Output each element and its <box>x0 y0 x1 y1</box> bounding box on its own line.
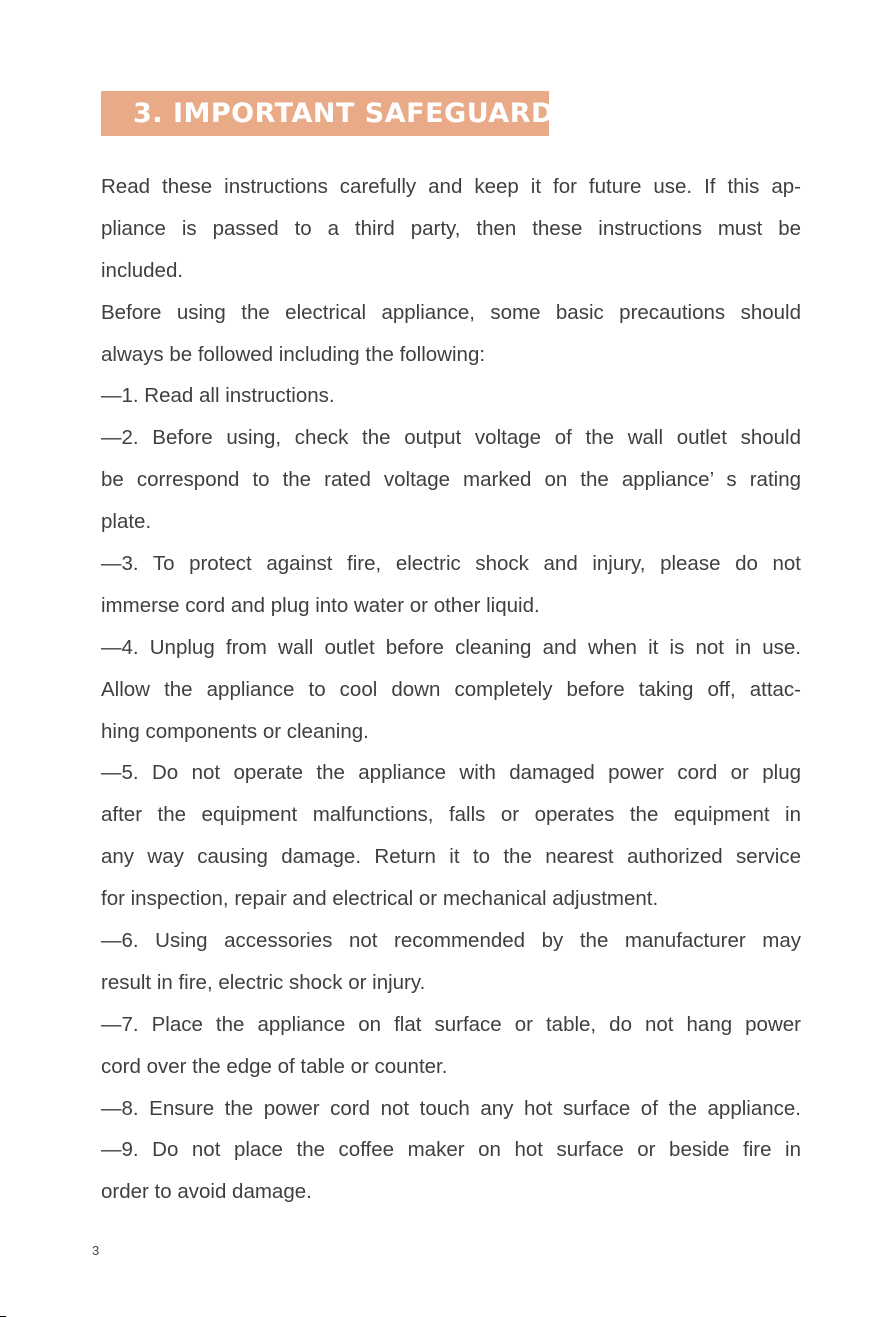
crop-mark <box>0 1316 6 1317</box>
text-line: —3. To protect against fire, electric shock and injury, please do not <box>101 552 801 576</box>
text-line: Allow the appliance to cool down completely before taking off, attac- <box>101 677 801 701</box>
text-line: immerse cord and plug into water or other liquid. <box>101 593 540 617</box>
text-line: order to avoid damage. <box>101 1180 312 1204</box>
page-number: 3 <box>92 1243 100 1258</box>
text-line: —2. Before using, check the output voltage of the wall outlet should <box>101 426 801 450</box>
text-line: —4. Unplug from wall outlet before cleaning and when it is not in use. <box>101 635 801 659</box>
text-line: for inspection, repair and electrical or mechanical adjustment. <box>101 887 659 911</box>
text-line: result in fire, electric shock or injury. <box>101 970 426 994</box>
text-line: included. <box>101 258 184 282</box>
safeguards-body <box>101 166 801 1213</box>
text-line: Read these instructions carefully and keep it for future use. If this ap- <box>101 175 801 198</box>
text-line: plate. <box>101 510 152 534</box>
text-line: always be followed including the following: <box>101 342 486 366</box>
text-line: after the equipment malfunctions, falls or operates the equipment in <box>101 803 801 827</box>
text-line: —5. Do not operate the appliance with damaged power cord or plug <box>101 761 801 785</box>
text-line: cord over the edge of table or counter. <box>101 1054 448 1078</box>
section-title-banner <box>101 91 574 136</box>
text-line: any way causing damage. Return it to the nearest authorized service <box>101 845 801 869</box>
text-line: —1. Read all instructions. <box>101 384 335 408</box>
text-line: hing components or cleaning. <box>101 719 369 743</box>
text-line: —8. Ensure the power cord not touch any hot surface of the appliance. <box>101 1096 801 1120</box>
text-line: —7. Place the appliance on flat surface or table, do not hang power <box>101 1012 801 1036</box>
text-line: —9. Do not place the coffee maker on hot surface or beside fire in <box>101 1138 801 1162</box>
text-line: be correspond to the rated voltage marked on the appliance’ s rating <box>101 468 801 492</box>
text-line: Before using the electrical appliance, some basic precautions should <box>101 300 801 324</box>
text-line: —6. Using accessories not recommended by the manufacturer may <box>101 929 801 953</box>
text-line: pliance is passed to a third party, then these instructions must be <box>101 216 801 240</box>
section-title: 3. IMPORTANT SAFEGUARDS <box>133 98 574 129</box>
